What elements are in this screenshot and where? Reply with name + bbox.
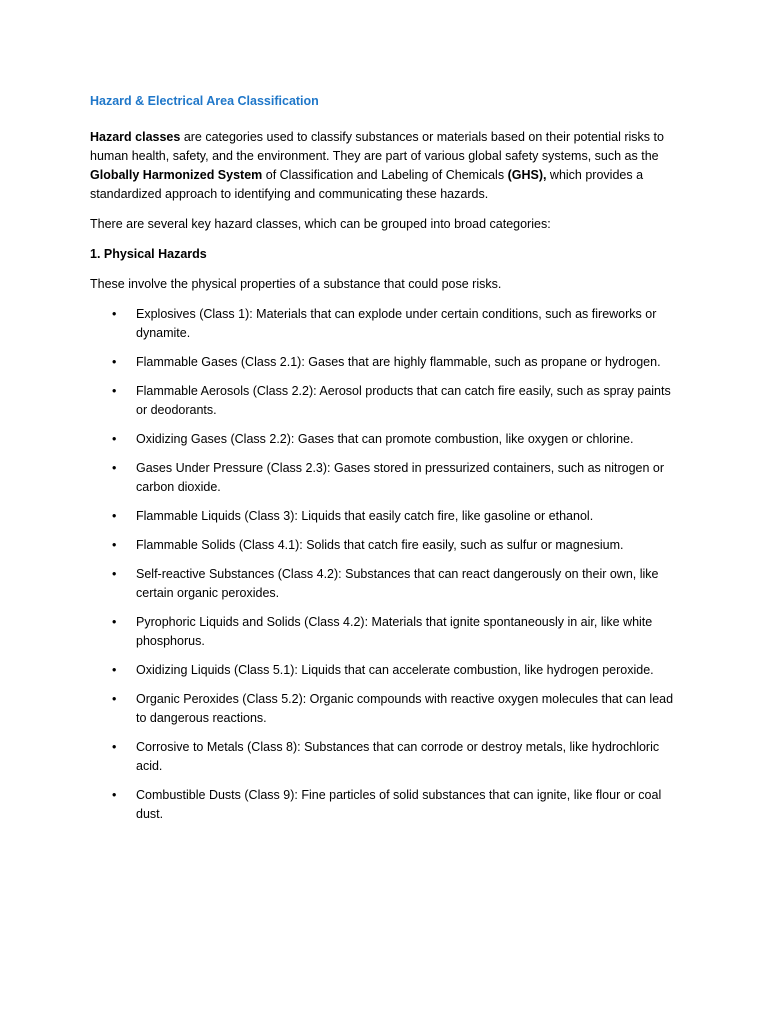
intro-text-3: which provides a standardized approach to identifying and communicating these hazards. — [90, 168, 644, 201]
intro-text-2: of Classification and Labeling of Chemicals — [262, 168, 508, 182]
list-item-text: Flammable Solids (Class 4.1): Solids that catch fire easily, such as sulfur or magnesium. — [136, 538, 624, 552]
intro-paragraph — [90, 128, 680, 204]
list-item — [90, 459, 680, 497]
list-item — [90, 382, 680, 420]
bullet-icon: • — [112, 615, 117, 629]
list-item-text: Organic Peroxides (Class 5.2): Organic compounds with reactive oxygen molecules that can lead to dangerous reactions. — [136, 692, 674, 725]
bullet-icon: • — [112, 663, 117, 677]
list-item-text: Flammable Gases (Class 2.1): Gases that are highly flammable, such as propane or hydrogen. — [136, 355, 661, 369]
list-item — [90, 661, 680, 680]
list-item-text: Explosives (Class 1): Materials that can explode under certain conditions, such as fireworks or dynamite. — [136, 307, 657, 340]
document-title: Hazard & Electrical Area Classification — [90, 94, 319, 108]
list-item — [90, 305, 680, 343]
list-item-text: Flammable Liquids (Class 3): Liquids that easily catch fire, like gasoline or ethanol. — [136, 509, 594, 523]
bullet-icon: • — [112, 384, 117, 398]
list-item — [90, 613, 680, 651]
list-item-text: Oxidizing Gases (Class 2.2): Gases that can promote combustion, like oxygen or chlorine. — [136, 432, 634, 446]
bullet-icon: • — [112, 432, 117, 446]
list-item — [90, 738, 680, 776]
list-item — [90, 507, 680, 526]
list-item — [90, 565, 680, 603]
categories-intro: There are several key hazard classes, which can be grouped into broad categories: — [90, 217, 551, 231]
ghs-name: Globally Harmonized System — [90, 168, 263, 182]
list-item — [90, 786, 680, 824]
bullet-icon: • — [112, 788, 117, 802]
list-item-text: Flammable Aerosols (Class 2.2): Aerosol products that can catch fire easily, such as spray paints or deodorants. — [136, 384, 671, 417]
bullet-icon: • — [112, 567, 117, 581]
list-item — [90, 430, 680, 449]
bullet-icon: • — [112, 538, 117, 552]
list-item-text: Pyrophoric Liquids and Solids (Class 4.2): Materials that ignite spontaneously in air, like white phosphorus. — [136, 615, 653, 648]
intro-text-1: are categories used to classify substances or materials based on their potential risks to human health, safety, and the environment. They are part of various global safety systems, such as the — [90, 130, 664, 163]
bullet-icon: • — [112, 740, 117, 754]
hazard-list — [90, 305, 680, 824]
list-item — [90, 536, 680, 555]
intro-term: Hazard classes — [90, 130, 181, 144]
bullet-icon: • — [112, 692, 117, 706]
bullet-icon: • — [112, 307, 117, 321]
list-item — [90, 690, 680, 728]
list-item-text: Self-reactive Substances (Class 4.2): Substances that can react dangerously on their own, like certain organic peroxides. — [136, 567, 659, 600]
list-item-text: Gases Under Pressure (Class 2.3): Gases stored in pressurized containers, such as nitrogen or carbon dioxide. — [136, 461, 665, 494]
bullet-icon: • — [112, 461, 117, 475]
list-item-text: Combustible Dusts (Class 9): Fine particles of solid substances that can ignite, like flour or coal dust. — [136, 788, 662, 821]
list-item-text: Oxidizing Liquids (Class 5.1): Liquids that can accelerate combustion, like hydrogen peroxide. — [136, 663, 654, 677]
section-description: These involve the physical properties of a substance that could pose risks. — [90, 277, 502, 291]
list-item-text: Corrosive to Metals (Class 8): Substances that can corrode or destroy metals, like hydrochloric acid. — [136, 740, 660, 773]
section-heading-physical-hazards: 1. Physical Hazards — [90, 247, 207, 261]
bullet-icon: • — [112, 355, 117, 369]
ghs-abbreviation: (GHS), — [507, 168, 547, 182]
bullet-icon: • — [112, 509, 117, 523]
list-item — [90, 353, 680, 372]
